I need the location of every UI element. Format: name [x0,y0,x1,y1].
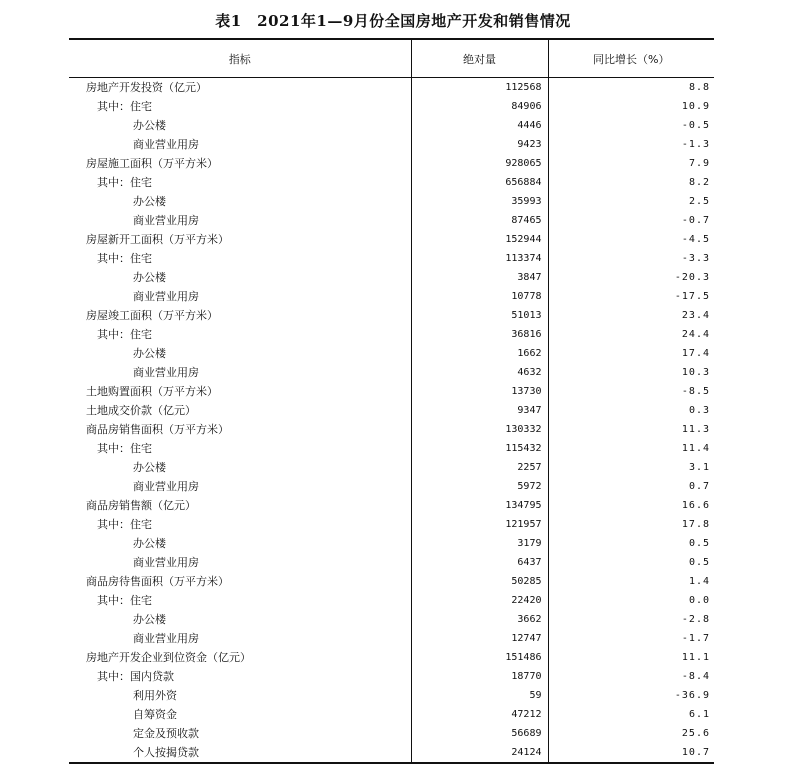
row-label: 商业营业用房 [69,211,411,230]
row-label: 定金及预收款 [69,724,411,743]
row-label: 土地购置面积（万平方米） [69,382,411,401]
row-value: 47212 [411,705,548,724]
row-value: 3847 [411,268,548,287]
row-value: 134795 [411,496,548,515]
row-growth: 0.0 [688,595,710,606]
row-label: 办公楼 [69,344,411,363]
row-value: 5972 [411,477,548,496]
row-value: 115432 [411,439,548,458]
row-growth: 11.3 [681,424,710,435]
table-row [69,610,714,629]
row-value: 51013 [411,306,548,325]
row-growth: 10.3 [681,367,710,378]
table-row [69,515,714,534]
row-growth: 0.5 [688,538,710,549]
table-row [69,192,714,211]
row-growth: 0.7 [688,481,710,492]
row-label: 办公楼 [69,192,411,211]
row-growth: 1.4 [688,576,710,587]
table-row [69,420,714,439]
row-growth: 7.9 [688,158,710,169]
row-growth: -1.3 [681,139,710,150]
row-label: 商业营业用房 [69,287,411,306]
row-label: 商业营业用房 [69,477,411,496]
row-value: 2257 [411,458,548,477]
table-row [69,724,714,743]
row-value: 12747 [411,629,548,648]
row-value: 6437 [411,553,548,572]
row-growth: 17.4 [681,348,710,359]
row-label: 其中：住宅 [69,249,411,268]
header-absolute-value: 绝对量 [411,39,548,78]
row-label: 土地成交价款（亿元） [69,401,411,420]
row-value: 36816 [411,325,548,344]
row-label: 其中：住宅 [69,325,411,344]
row-value: 121957 [411,515,548,534]
table-row [69,553,714,572]
table-row [69,97,714,116]
row-value: 9423 [411,135,548,154]
row-value: 35993 [411,192,548,211]
table-row [69,629,714,648]
row-label: 商品房销售面积（万平方米） [69,420,411,439]
row-label: 其中：住宅 [69,515,411,534]
row-label: 办公楼 [69,458,411,477]
table-row [69,458,714,477]
row-value: 1662 [411,344,548,363]
row-value: 130332 [411,420,548,439]
row-label: 房屋施工面积（万平方米） [69,154,411,173]
row-growth: 23.4 [681,310,710,321]
row-value: 59 [411,686,548,705]
table-row [69,154,714,173]
header-indicator: 指标 [69,39,411,78]
row-label: 办公楼 [69,610,411,629]
row-growth: 0.5 [688,557,710,568]
row-value: 50285 [411,572,548,591]
row-value: 22420 [411,591,548,610]
row-value: 24124 [411,743,548,763]
row-growth: -8.5 [681,386,710,397]
row-label: 其中：住宅 [69,173,411,192]
table-row [69,135,714,154]
row-label: 利用外资 [69,686,411,705]
row-label: 自筹资金 [69,705,411,724]
row-growth: 24.4 [681,329,710,340]
table-row [69,477,714,496]
row-value: 113374 [411,249,548,268]
table-row [69,173,714,192]
row-growth: 2.5 [688,196,710,207]
row-growth: -0.5 [681,120,710,131]
row-growth: -3.3 [681,253,710,264]
table-row [69,344,714,363]
row-value: 928065 [411,154,548,173]
row-growth: -36.9 [674,690,710,701]
table-row [69,211,714,230]
table-row [69,648,714,667]
data-table [69,38,714,764]
row-growth: 8.8 [688,82,710,93]
row-value: 84906 [411,97,548,116]
row-value: 151486 [411,648,548,667]
row-label: 办公楼 [69,534,411,553]
table-row [69,363,714,382]
table-row [69,572,714,591]
row-growth: 0.3 [688,405,710,416]
row-value: 87465 [411,211,548,230]
table-row [69,306,714,325]
table-row [69,116,714,135]
row-value: 112568 [411,78,548,98]
table-row [69,230,714,249]
row-growth: -1.7 [681,633,710,644]
table-title: 表1 2021年1—9月份全国房地产开发和销售情况 [215,12,571,30]
table-row [69,268,714,287]
table-row [69,743,714,763]
table-row [69,249,714,268]
row-growth: -0.7 [681,215,710,226]
row-value: 9347 [411,401,548,420]
row-label: 房地产开发投资（亿元） [69,78,411,98]
row-growth: 6.1 [688,709,710,720]
row-value: 18770 [411,667,548,686]
table-row [69,705,714,724]
table-row [69,591,714,610]
row-value: 4446 [411,116,548,135]
table-row [69,534,714,553]
table-row [69,439,714,458]
row-label: 其中：住宅 [69,439,411,458]
table-row [69,78,714,98]
row-growth: 8.2 [688,177,710,188]
table-row [69,667,714,686]
row-value: 656884 [411,173,548,192]
table-row [69,287,714,306]
table-row [69,401,714,420]
table-row [69,686,714,705]
row-growth: 25.6 [681,728,710,739]
row-growth: 11.4 [681,443,710,454]
header-yoy-growth: 同比增长（%） [548,39,714,78]
row-label: 房屋竣工面积（万平方米） [69,306,411,325]
row-label: 房屋新开工面积（万平方米） [69,230,411,249]
row-growth: -8.4 [681,671,710,682]
row-label: 商品房销售额（亿元） [69,496,411,515]
row-label: 其中：住宅 [69,97,411,116]
row-label: 其中：国内贷款 [69,667,411,686]
row-growth: 11.1 [681,652,710,663]
row-growth: 3.1 [688,462,710,473]
row-label: 办公楼 [69,116,411,135]
row-value: 10778 [411,287,548,306]
row-label: 其中：住宅 [69,591,411,610]
row-label: 商业营业用房 [69,363,411,382]
table-header-row [69,39,714,78]
row-value: 13730 [411,382,548,401]
row-value: 3179 [411,534,548,553]
row-label: 商业营业用房 [69,135,411,154]
row-label: 个人按揭贷款 [69,743,411,763]
table-row [69,496,714,515]
table-row [69,382,714,401]
row-label: 房地产开发企业到位资金（亿元） [69,648,411,667]
row-growth: 16.6 [681,500,710,511]
table-row [69,325,714,344]
row-growth: -4.5 [681,234,710,245]
row-value: 4632 [411,363,548,382]
row-value: 152944 [411,230,548,249]
row-label: 办公楼 [69,268,411,287]
row-growth: 17.8 [681,519,710,530]
row-growth: -17.5 [674,291,710,302]
row-label: 商业营业用房 [69,629,411,648]
row-growth: -2.8 [681,614,710,625]
row-label: 商品房待售面积（万平方米） [69,572,411,591]
row-value: 56689 [411,724,548,743]
row-label: 商业营业用房 [69,553,411,572]
row-growth: -20.3 [674,272,710,283]
row-growth: 10.7 [548,743,714,763]
row-growth: 10.9 [681,101,710,112]
row-value: 3662 [411,610,548,629]
